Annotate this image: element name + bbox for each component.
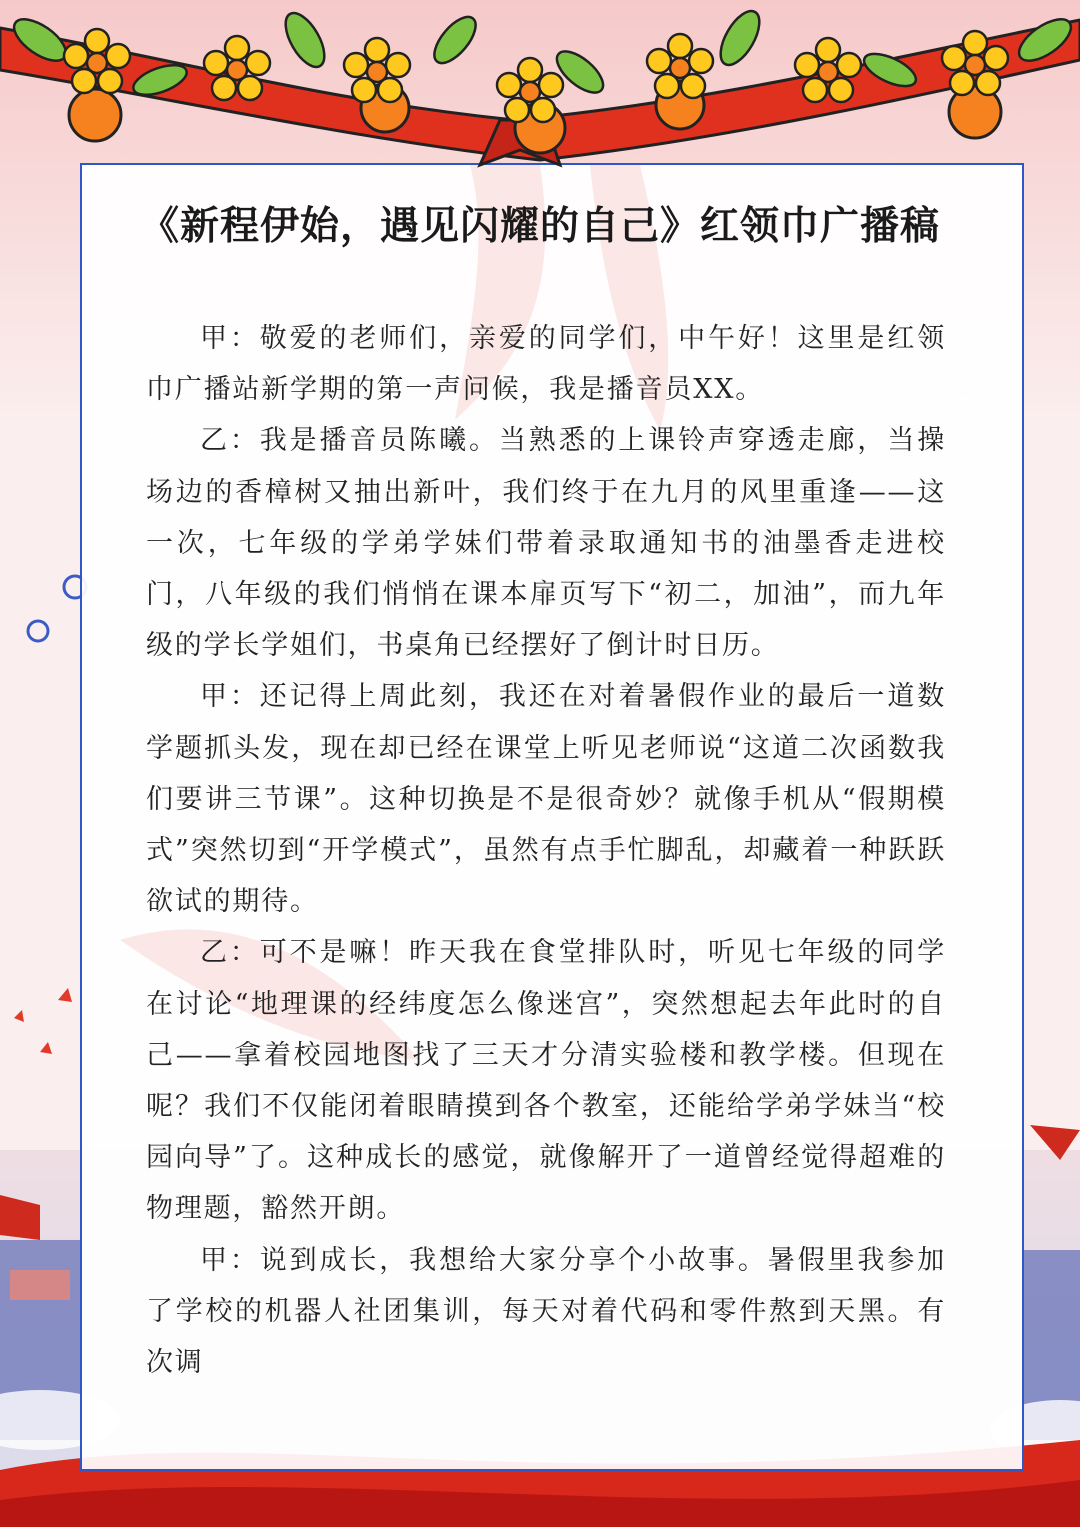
paragraph: 乙：我是播音员陈曦。当熟悉的上课铃声穿透走廊，当操场边的香樟树又抽出新叶，我们终于在九月的风里重逢——这一次，七年级的学弟学妹们带着录取通知书的油墨香走进校门，八年级的我们悄悄在课本扉页写下“初二，加油”，而九年级的学长学姐们，书桌角已经摆好了倒计时日历。 bbox=[146, 425, 946, 662]
paragraph: 乙：可不是嘛！昨天我在食堂排队时，听见七年级的同学在讨论“地理课的经纬度怎么像迷宫”，突然想起去年此时的自己——拿着校园地图找了三天才分清实验楼和教学楼。但现在呢？我们不仅能闭着眼睛摸到各个教室，还能给学弟学妹当“校园向导”了。这种成长的感觉，就像解开了一道曾经觉得超难的物理题，豁然开朗。 bbox=[146, 937, 946, 1225]
paragraph: 甲：说到成长，我想给大家分享个小故事。暑假里我参加了学校的机器人社团集训，每天对着代码和零件熬到天黑。有次调 bbox=[146, 1244, 946, 1379]
document-title: 《新程伊始，遇见闪耀的自己》红领巾广播稿 bbox=[139, 203, 940, 249]
paragraph: 甲：敬爱的老师们，亲爱的同学们，中午好！这里是红领巾广播站新学期的第一声问候，我是播音员XX。 bbox=[146, 323, 946, 406]
paragraph: 甲：还记得上周此刻，我还在对着暑假作业的最后一道数学题抓头发，现在却已经在课堂上听见老师说“这道二次函数我们要讲三节课”。这种切换是不是很奇妙？就像手机从“假期模式”突然切到“开学模式”，虽然有点手忙脚乱，却藏着一种跃跃欲试的期待。 bbox=[146, 681, 946, 918]
article-body bbox=[146, 313, 946, 1388]
